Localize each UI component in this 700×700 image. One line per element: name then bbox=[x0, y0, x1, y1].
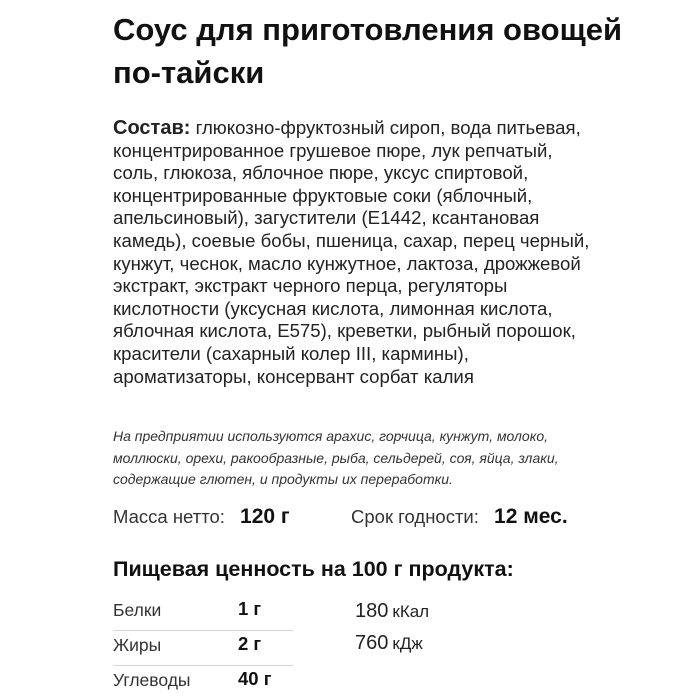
energy-kj-value: 760 bbox=[355, 632, 389, 654]
composition-block bbox=[113, 117, 593, 388]
nutrition-row-carbs bbox=[113, 666, 293, 700]
energy-kcal-value: 180 bbox=[355, 600, 389, 622]
nutrition-heading: Пищевая ценность на 100 г продукта: bbox=[113, 557, 514, 581]
nutrition-value: 40 г bbox=[238, 668, 272, 689]
energy-kcal bbox=[355, 600, 429, 623]
nutrition-name: Белки bbox=[113, 600, 162, 620]
composition-text: глюкозно-фруктозный сироп, вода питьевая, концентрированное грушевое пюре, лук репчатый, соль, глюкоза, яблочное пюре, уксус спиртовой, концентрированные фруктовые соки (яблочный, апельсиновый), загустители (Е1442, ксантановая камедь), соевые бобы, пшеница, сахар, перец черный, кунжут, чеснок, масло кунжутное, лактоза, дрожжевой экстракт, экстракт черного перца, регуляторы кислотности (уксусная кислота, лимонная кислота, яблочная кислота, Е575), креветки, рыбный порошок, красители (сахарный колер III, кармины), ароматизаторы, консервант сорбат калия bbox=[113, 117, 590, 387]
nutrition-row-protein bbox=[113, 596, 293, 631]
net-weight-value: 120 г bbox=[240, 505, 290, 528]
nutrition-row-fat bbox=[113, 631, 293, 666]
net-weight-label: Масса нетто: bbox=[113, 506, 225, 527]
shelf-life bbox=[351, 503, 568, 531]
shelf-life-label: Срок годности: bbox=[351, 506, 479, 527]
product-title: Соус для приготовления овощей по-тайски bbox=[113, 12, 623, 90]
nutrition-name: Углеводы bbox=[113, 670, 191, 690]
energy-kj bbox=[355, 632, 423, 655]
nutrition-table bbox=[113, 596, 293, 700]
allergens-note: На предприятии используются арахис, горчица, кунжут, молоко, моллюски, орехи, ракообразные, рыба, сельдерей, соя, яйца, злаки, содержащие глютен, и продукты их переработки. bbox=[113, 428, 559, 487]
nutrition-value: 2 г bbox=[238, 633, 262, 654]
composition-label: Состав: bbox=[113, 117, 191, 139]
shelf-life-value: 12 мес. bbox=[494, 505, 568, 528]
nutrition-name: Жиры bbox=[113, 635, 162, 655]
net-weight bbox=[113, 503, 290, 531]
energy-kcal-unit: кКал bbox=[392, 602, 430, 621]
energy-kj-unit: кДж bbox=[392, 634, 423, 653]
nutrition-value: 1 г bbox=[238, 598, 262, 619]
